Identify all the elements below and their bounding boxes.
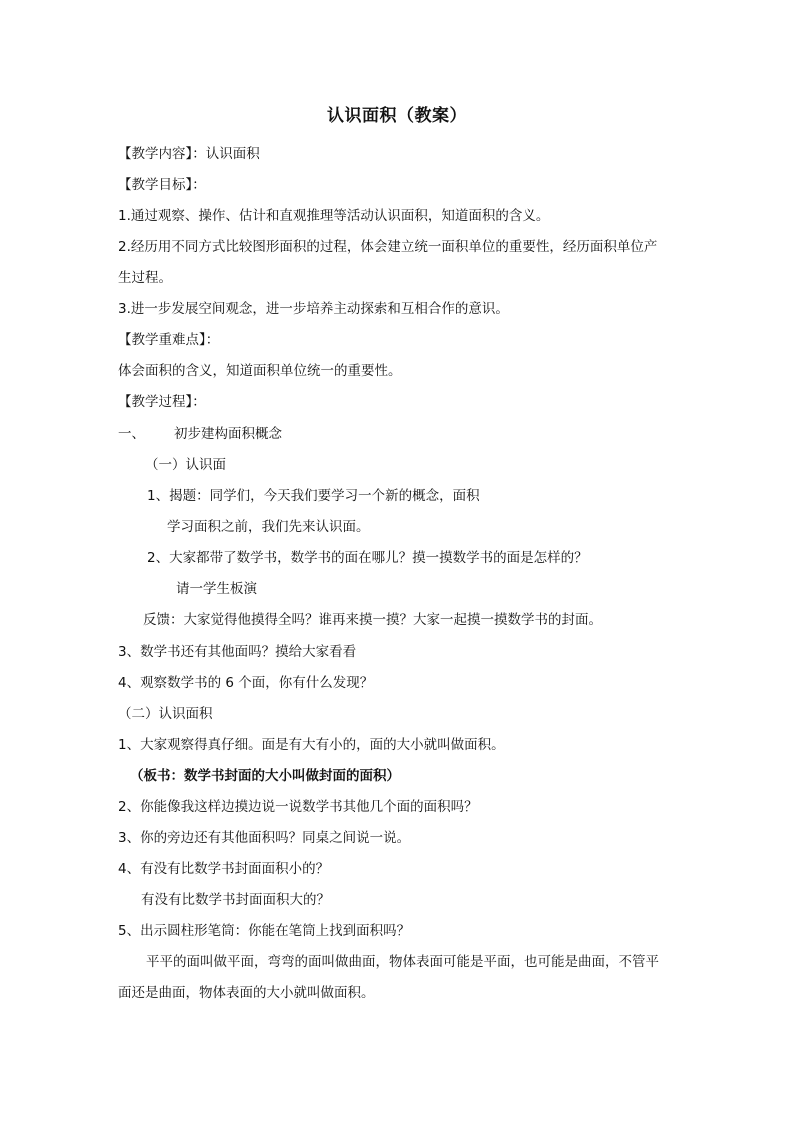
- area-item-4-line-1: 4、有没有比数学书封面面积小的？: [118, 861, 330, 877]
- section-1-number: 一、: [118, 426, 145, 442]
- subsection-2-heading: （二）认识面积: [118, 706, 213, 722]
- item-1-line-2: 学习面积之前，我们先来认识面。: [167, 519, 370, 535]
- area-item-2: 2、你能像我这样边摸边说一说数学书其他几个面的面积吗？: [118, 799, 478, 815]
- key-points-text: 体会面积的含义，知道面积单位统一的重要性。: [118, 363, 402, 379]
- subsection-1-heading: （一）认识面: [145, 457, 226, 473]
- section-1-title: 初步建构面积概念: [174, 426, 282, 442]
- goal-2-line-1: 2.经历用不同方式比较图形面积的过程，体会建立统一面积单位的重要性，经历面积单位产: [118, 239, 658, 255]
- item-4: 4、观察数学书的 6 个面，你有什么发现？: [118, 675, 374, 691]
- goal-3: 3.进一步发展空间观念，进一步培养主动探索和互相合作的意识。: [118, 301, 509, 317]
- area-item-3: 3、你的旁边还有其他面积吗？同桌之间说一说。: [118, 830, 411, 846]
- blackboard-note: （板书：数学书封面的大小叫做封面的面积）: [130, 768, 400, 784]
- summary-line-2: 面还是曲面，物体表面的大小就叫做面积。: [118, 985, 375, 1001]
- item-1-line-1: 1、揭题：同学们，今天我们要学习一个新的概念，面积: [147, 488, 480, 504]
- summary-line-1: 平平的面叫做平面，弯弯的面叫做曲面，物体表面可能是平面，也可能是曲面，不管平: [146, 954, 659, 970]
- key-points-heading: 【教学重难点】：: [118, 332, 220, 348]
- document-title: 认识面积（教案）: [327, 106, 467, 126]
- area-item-5: 5、出示圆柱形笔筒：你能在笔筒上找到面积吗？: [118, 923, 411, 939]
- goals-heading: 【教学目标】：: [118, 177, 206, 193]
- item-2-note: 请一学生板演: [176, 581, 257, 597]
- area-item-1: 1、大家观察得真仔细。面是有大有小的，面的大小就叫做面积。: [118, 737, 505, 753]
- feedback-line: 反馈：大家觉得他摸得全吗？谁再来摸一摸？大家一起摸一摸数学书的封面。: [143, 612, 602, 628]
- process-heading: 【教学过程】：: [118, 394, 206, 410]
- item-3: 3、数学书还有其他面吗？摸给大家看看: [118, 644, 357, 660]
- goal-1: 1.通过观察、操作、估计和直观推理等活动认识面积，知道面积的含义。: [118, 208, 550, 224]
- area-item-4-line-2: 有没有比数学书封面面积大的？: [141, 892, 330, 908]
- goal-2-line-2: 生过程。: [118, 270, 172, 286]
- content-line: 【教学内容】：认识面积: [118, 146, 260, 162]
- item-2: 2、大家都带了数学书，数学书的面在哪儿？摸一摸数学书的面是怎样的？: [147, 550, 588, 566]
